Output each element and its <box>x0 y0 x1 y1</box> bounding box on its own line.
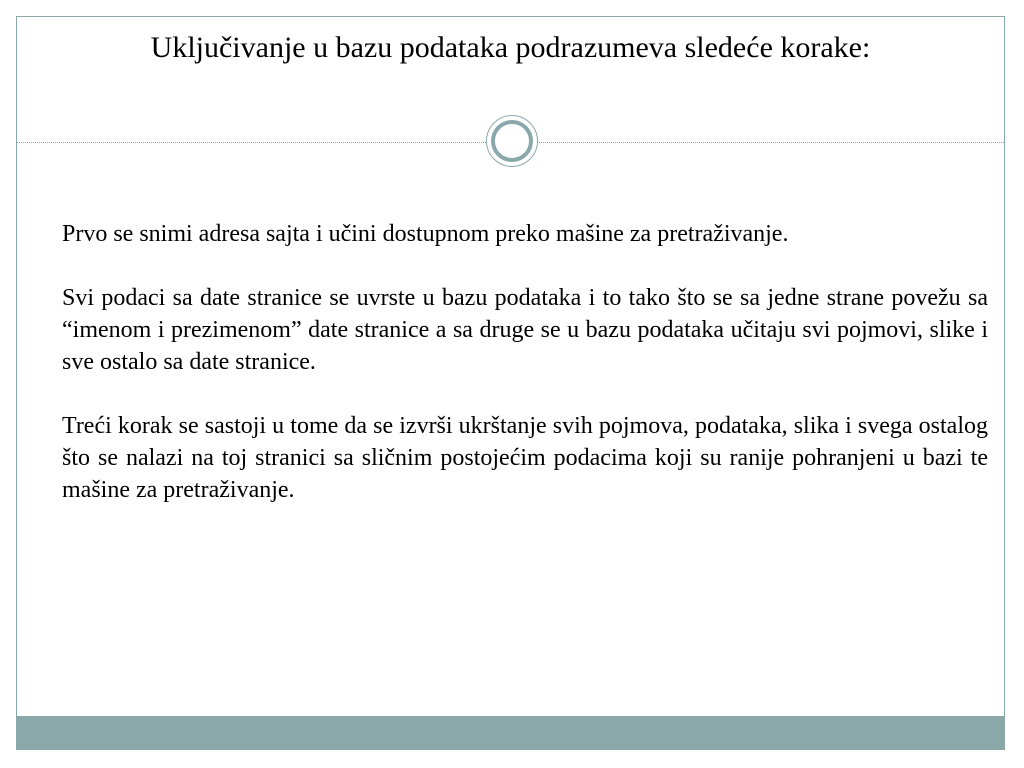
slide-body <box>62 218 988 538</box>
paragraph-step-2: Svi podaci sa date stranice se uvrste u bazu podataka i to tako što se sa jedne strane povežu sa “imenom i prezimenom” date stranice a sa druge se u bazu podataka učitaju svi pojmovi, slike i sve ostalo sa date stranice. <box>62 285 988 375</box>
paragraph-step-1: Prvo se snimi adresa sajta i učini dostupnom preko mašine za pretraživanje. <box>62 221 789 247</box>
paragraph-step-3: Treći korak se sastoji u tome da se izvrši ukrštanje svih pojmova, podataka, slika i svega ostalog što se nalazi na toj stranici sa sličnim postojećim podacima koji su ranije pohranjeni u bazi te mašine za pretraživanje. <box>62 413 988 503</box>
slide-title <box>16 30 1005 65</box>
footer-bar <box>17 716 1004 749</box>
slide-title-text: Uključivanje u bazu podataka podrazumeva sledeće korake: <box>150 31 871 64</box>
divider-circle-ornament <box>486 115 538 167</box>
